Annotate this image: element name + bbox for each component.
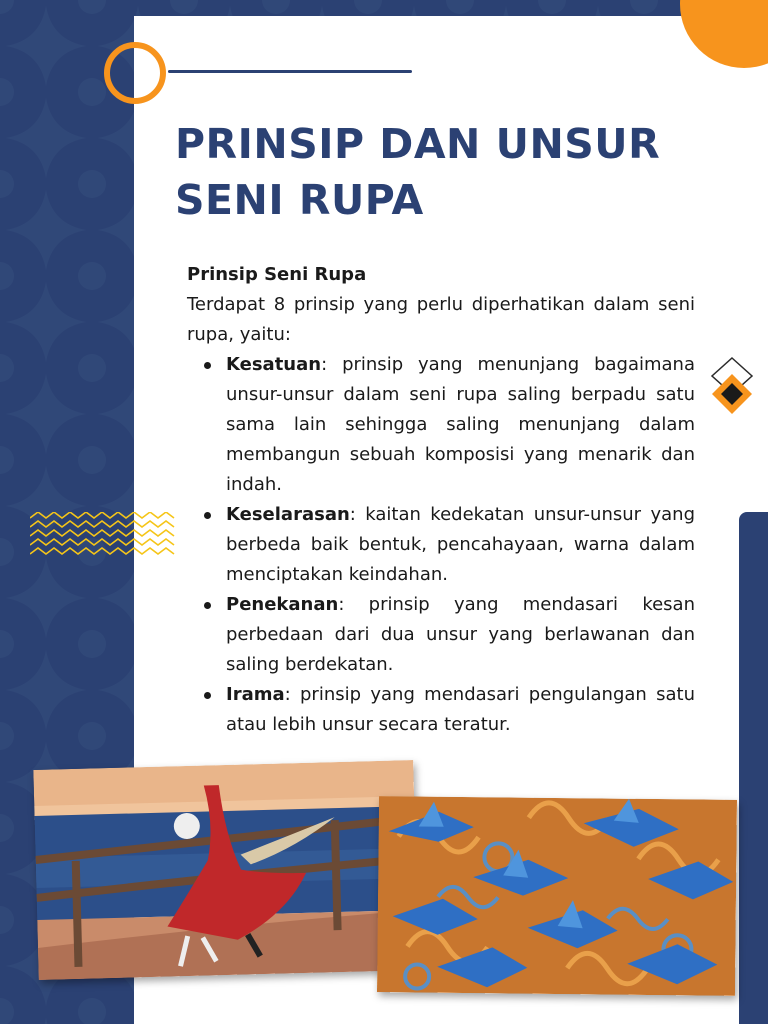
section-intro: Terdapat 8 prinsip yang perlu diperhatikan dalam seni rupa, yaitu: [187, 294, 695, 345]
principles-section [187, 260, 695, 740]
page-title [175, 116, 715, 228]
title-line-1: PRINSIP DAN UNSUR [175, 120, 661, 168]
birds-painting-image [377, 796, 737, 996]
dance-painting-image [33, 760, 418, 980]
principle-description: : kaitan kedekatan unsur-unsur yang berbeda baik bentuk, pencahayaan, warna dalam menciptakan keindahan. [226, 504, 695, 585]
title-line-2: SENI RUPA [175, 176, 424, 224]
orange-ring-icon [104, 42, 166, 104]
list-item [226, 350, 695, 500]
artwork-birds-painting [377, 796, 737, 996]
artwork-dance-painting [33, 760, 418, 980]
zigzag-lines-icon [30, 512, 180, 558]
principle-term: Penekanan [226, 594, 339, 615]
principle-term: Kesatuan [226, 354, 322, 375]
section-heading: Prinsip Seni Rupa [187, 264, 367, 285]
principles-list [187, 350, 695, 740]
list-item [226, 590, 695, 680]
list-item [226, 500, 695, 590]
principle-description: : prinsip yang menunjang bagaimana unsur-unsur dalam seni rupa saling berpadu satu sama lain sehingga saling menunjang dalam membangun sebuah komposisi yang menarik dan indah. [226, 354, 695, 495]
principle-description: : prinsip yang mendasari kesan perbedaan dari dua unsur yang berlawanan dan saling berdekatan. [226, 594, 695, 675]
principle-term: Irama [226, 684, 285, 705]
list-item [226, 680, 695, 740]
principle-term: Keselarasan [226, 504, 350, 525]
header-rule [168, 70, 412, 73]
diamond-icon [708, 356, 756, 418]
right-decor-strip [739, 512, 768, 1024]
principle-description: : prinsip yang mendasari pengulangan satu atau lebih unsur secara teratur. [226, 684, 695, 735]
